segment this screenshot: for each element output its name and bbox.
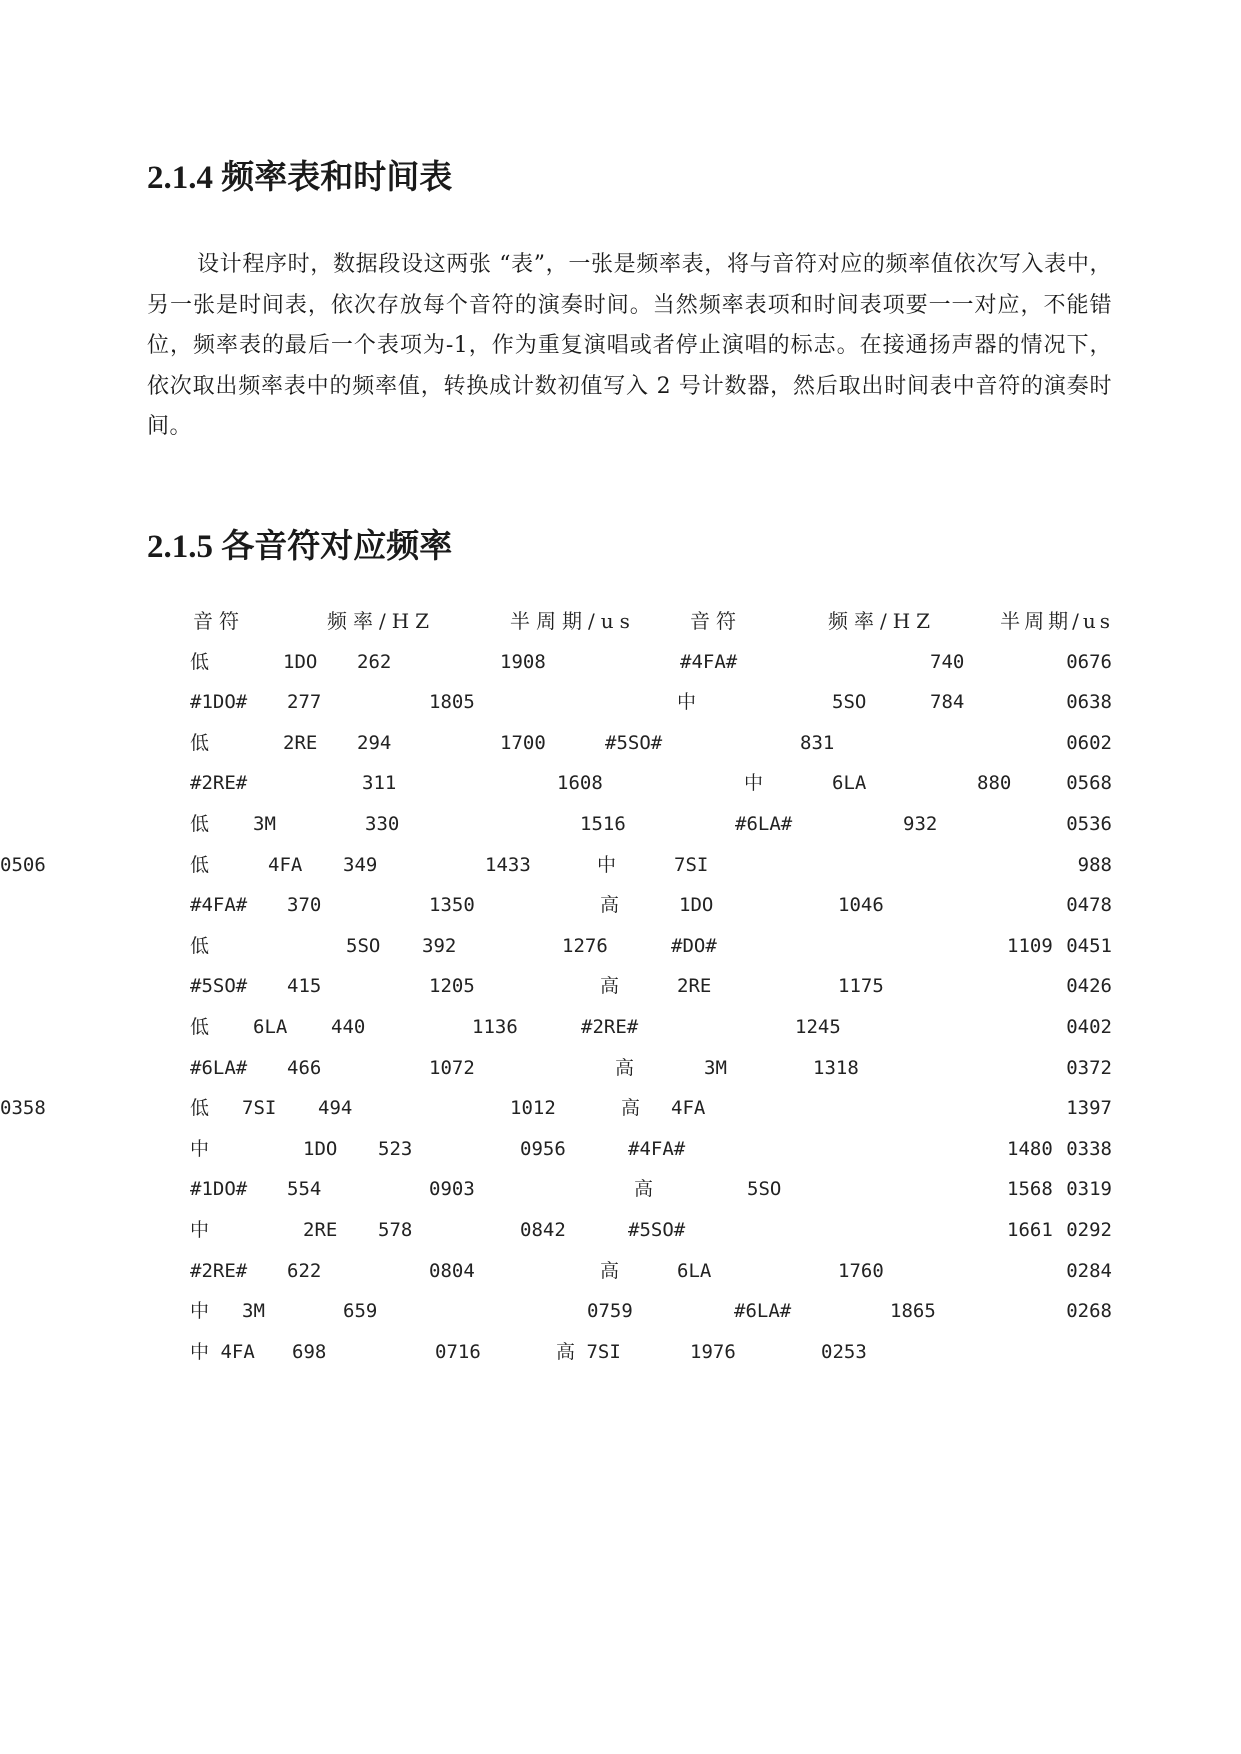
table-row: [0, 931, 1241, 961]
table-row: [0, 1296, 1241, 1326]
table-header-cell: 频率/HZ: [327, 609, 436, 633]
table-cell: 330: [365, 813, 400, 835]
table-cell: #1DO#: [190, 691, 248, 713]
table-cell: 0372: [1066, 1057, 1112, 1079]
table-cell: 0638: [1066, 691, 1112, 713]
table-header-cell: 音符: [193, 609, 245, 633]
table-cell: #1DO#: [190, 1178, 248, 1200]
table-cell: 高: [615, 1057, 635, 1079]
table-cell: 1976: [690, 1341, 736, 1363]
table-cell: #6LA#: [734, 1300, 792, 1322]
table-cell: 1245: [795, 1016, 841, 1038]
table-cell: 311: [362, 772, 397, 794]
table-cell: 低: [190, 651, 210, 673]
table-cell: 0319: [1066, 1178, 1112, 1200]
table-cell: 中: [190, 1300, 210, 1322]
table-cell: 1760: [838, 1260, 884, 1282]
table-cell: 高: [600, 1260, 620, 1282]
table-cell: #4FA#: [628, 1138, 686, 1160]
table-cell: 0602: [1066, 732, 1112, 754]
table-cell: 440: [331, 1016, 366, 1038]
table-cell: 0268: [1066, 1300, 1112, 1322]
table-cell: #6LA#: [190, 1057, 248, 1079]
table-cell: 1908: [500, 651, 546, 673]
table-cell: 831: [800, 732, 835, 754]
table-cell: 415: [287, 975, 322, 997]
table-cell: 698: [292, 1341, 327, 1363]
table-cell: 494: [318, 1097, 353, 1119]
table-cell: #4FA#: [190, 894, 248, 916]
table-cell: 0451: [1066, 935, 1112, 957]
table-cell: 740: [930, 651, 965, 673]
table-cell: 1700: [500, 732, 546, 754]
table-cell: 1480: [1007, 1138, 1053, 1160]
table-header-cell: 半周期/us: [510, 609, 636, 633]
table-cell: 0568: [1066, 772, 1112, 794]
table-cell: 4FA: [671, 1097, 706, 1119]
table-cell: 370: [287, 894, 322, 916]
table-cell: 277: [287, 691, 322, 713]
table-cell: 高: [621, 1097, 641, 1119]
table-cell: 1046: [838, 894, 884, 916]
table-cell: #4FA#: [680, 651, 738, 673]
table-cell: 中: [190, 1138, 210, 1160]
table-row: [0, 687, 1241, 717]
table-cell: 6LA: [832, 772, 867, 794]
table-row: [0, 1093, 1241, 1123]
table-cell: 262: [357, 651, 392, 673]
table-cell: #5SO#: [190, 975, 248, 997]
table-row: [0, 1215, 1241, 1245]
table-cell: 0292: [1066, 1219, 1112, 1241]
table-cell: 1DO: [679, 894, 714, 916]
table-cell: 高: [600, 975, 620, 997]
table-cell: 1072: [429, 1057, 475, 1079]
table-cell: 5SO: [832, 691, 867, 713]
table-cell: 3M: [704, 1057, 727, 1079]
table-cell: 1175: [838, 975, 884, 997]
table-cell: 1805: [429, 691, 475, 713]
section-heading-2-1-5: 2.1.5 各音符对应频率: [147, 529, 453, 565]
table-cell: 1205: [429, 975, 475, 997]
table-header-cell: 半周期/us: [1000, 609, 1114, 633]
table-cell: 1865: [890, 1300, 936, 1322]
table-cell: 0402: [1066, 1016, 1112, 1038]
table-cell: 932: [903, 813, 938, 835]
table-row: [0, 971, 1241, 1001]
table-cell: #6LA#: [735, 813, 793, 835]
table-row: [0, 1256, 1241, 1286]
table-cell: 1DO: [303, 1138, 338, 1160]
table-cell: 880: [977, 772, 1012, 794]
table-cell: 0536: [1066, 813, 1112, 835]
table-cell: 0253: [821, 1341, 867, 1363]
table-cell: 0903: [429, 1178, 475, 1200]
table-row: [0, 768, 1241, 798]
table-cell: 高: [600, 894, 620, 916]
table-cell: 中: [190, 1219, 210, 1241]
table-cell: 低: [190, 1016, 210, 1038]
table-cell: 1608: [557, 772, 603, 794]
table-cell: 0759: [587, 1300, 633, 1322]
table-cell: 1350: [429, 894, 475, 916]
table-cell: 1276: [562, 935, 608, 957]
table-cell: 中: [677, 691, 697, 713]
table-cell: 622: [287, 1260, 322, 1282]
table-cell: 中 4FA: [190, 1341, 255, 1363]
table-cell: 1397: [1066, 1097, 1112, 1119]
table-cell: 低: [190, 1097, 210, 1119]
table-cell: #2RE#: [190, 1260, 248, 1282]
table-header-cell: 频率/HZ: [828, 609, 937, 633]
section-heading-2-1-4: 2.1.4 频率表和时间表: [147, 160, 453, 196]
table-row: [0, 1134, 1241, 1164]
table-cell: 1661: [1007, 1219, 1053, 1241]
table-row: [0, 809, 1241, 839]
table-cell: 988: [1077, 854, 1112, 876]
table-cell: 392: [422, 935, 457, 957]
table-cell: 0426: [1066, 975, 1112, 997]
table-row: [0, 1053, 1241, 1083]
table-cell: 0716: [435, 1341, 481, 1363]
table-cell: 1109: [1007, 935, 1053, 957]
table-cell: #2RE#: [581, 1016, 639, 1038]
table-cell: 1318: [813, 1057, 859, 1079]
table-cell: 7SI: [242, 1097, 277, 1119]
table-cell: 578: [378, 1219, 413, 1241]
table-cell: 1516: [580, 813, 626, 835]
table-cell: 7SI: [674, 854, 709, 876]
table-row: [0, 1337, 1241, 1367]
table-cell: 低: [190, 813, 210, 835]
table-row: [0, 647, 1241, 677]
table-cell: 0842: [520, 1219, 566, 1241]
table-cell: 1DO: [283, 651, 318, 673]
table-cell: 5SO: [747, 1178, 782, 1200]
table-cell: 0676: [1066, 651, 1112, 673]
table-cell: 554: [287, 1178, 322, 1200]
table-cell: 0358: [0, 1097, 46, 1119]
table-cell: 2RE: [677, 975, 712, 997]
table-cell: 0804: [429, 1260, 475, 1282]
table-cell: 294: [357, 732, 392, 754]
table-row: [0, 728, 1241, 758]
table-cell: 2RE: [303, 1219, 338, 1241]
table-row: [0, 1174, 1241, 1204]
table-cell: 高 7SI: [556, 1341, 621, 1363]
table-cell: 1568: [1007, 1178, 1053, 1200]
table-cell: 1012: [510, 1097, 556, 1119]
table-cell: #2RE#: [190, 772, 248, 794]
table-cell: 0284: [1066, 1260, 1112, 1282]
table-cell: 0478: [1066, 894, 1112, 916]
table-cell: 5SO: [346, 935, 381, 957]
table-cell: 3M: [253, 813, 276, 835]
table-cell: 3M: [242, 1300, 265, 1322]
table-cell: 2RE: [283, 732, 318, 754]
table-row: [0, 1012, 1241, 1042]
table-cell: 466: [287, 1057, 322, 1079]
table-row: [0, 850, 1241, 880]
table-cell: 高: [634, 1178, 654, 1200]
table-header-cell: 音符: [690, 609, 742, 633]
table-cell: 低: [190, 935, 210, 957]
section-paragraph: 设计程序时，数据段设这两张 “表”，一张是频率表，将与音符对应的频率值依次写入表中，另一张是时间表，依次存放每个音符的演奏时间。当然频率表项和时间表项要一一对应，不能错位，频率表的最后一个表项为-1，作为重复演唱或者停止演唱的标志。在接通扬声器的情况下，依次取出频率表中的频率值，转换成计数初值写入 2 号计数器，然后取出时间表中音符的演奏时间。: [147, 252, 1112, 439]
table-cell: #DO#: [671, 935, 717, 957]
table-cell: 523: [378, 1138, 413, 1160]
table-row: [0, 890, 1241, 920]
table-cell: 0956: [520, 1138, 566, 1160]
table-cell: 0338: [1066, 1138, 1112, 1160]
table-cell: 6LA: [677, 1260, 712, 1282]
table-cell: 低: [190, 854, 210, 876]
table-cell: 0506: [0, 854, 46, 876]
table-cell: 中: [744, 772, 764, 794]
table-cell: 1433: [485, 854, 531, 876]
table-cell: 784: [930, 691, 965, 713]
table-cell: 6LA: [253, 1016, 288, 1038]
table-cell: #5SO#: [628, 1219, 686, 1241]
table-cell: 659: [343, 1300, 378, 1322]
table-cell: 低: [190, 732, 210, 754]
table-cell: 349: [343, 854, 378, 876]
table-cell: 1136: [472, 1016, 518, 1038]
table-cell: 中: [597, 854, 617, 876]
table-cell: 4FA: [268, 854, 303, 876]
table-header-row: [0, 606, 1241, 636]
table-cell: #5SO#: [605, 732, 663, 754]
